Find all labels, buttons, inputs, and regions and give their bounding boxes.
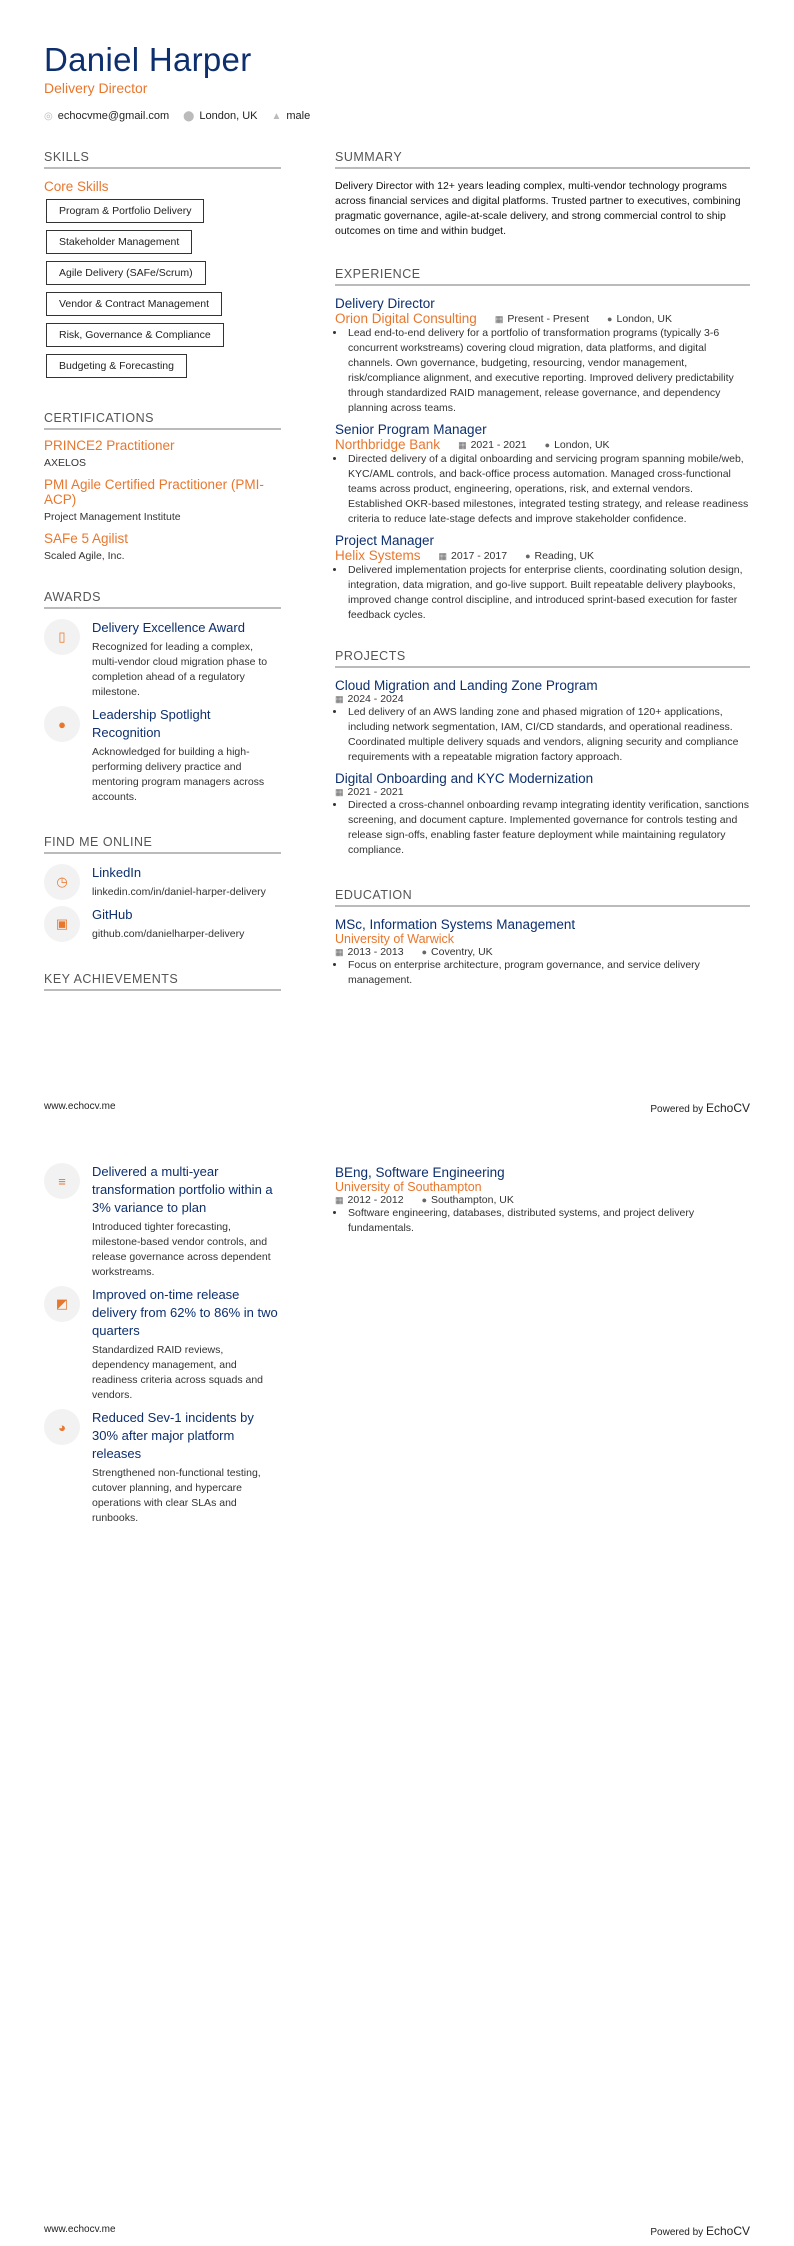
candidate-name: Daniel Harper bbox=[44, 41, 252, 78]
dates: 2021 - 2021 bbox=[470, 438, 527, 451]
mobile-icon: ▯ bbox=[44, 619, 80, 655]
calendar-icon: ▦ bbox=[335, 787, 344, 797]
dates: 2017 - 2017 bbox=[451, 549, 508, 562]
clock-icon: ◷ bbox=[44, 864, 80, 900]
award-description: Acknowledged for building a high-performing delivery practice and mentoring program managers across accounts. bbox=[92, 746, 265, 803]
dates: 2013 - 2013 bbox=[347, 946, 404, 958]
project-title: Cloud Migration and Landing Zone Program bbox=[335, 678, 598, 693]
job-location: London, UK bbox=[554, 438, 610, 451]
job-location: London, UK bbox=[616, 312, 672, 325]
achievement-title: Improved on-time release delivery from 62% to 86% in two quarters bbox=[92, 1287, 278, 1338]
page-2 bbox=[0, 1123, 794, 2246]
flag-slash-icon: ◩ bbox=[44, 1286, 80, 1322]
project-item bbox=[335, 771, 750, 858]
skills-group-title: Core Skills bbox=[44, 179, 109, 194]
award-title: Leadership Spotlight Recognition bbox=[92, 707, 211, 740]
footer-powered: Powered by bbox=[650, 1104, 704, 1115]
certification-issuer: AXELOS bbox=[44, 457, 87, 469]
education-bullet: • Software engineering, databases, distributed systems, and project delivery fundamentals. bbox=[346, 1206, 750, 1236]
online-url[interactable]: linkedin.com/in/daniel-harper-delivery bbox=[92, 886, 266, 898]
degree: MSc, Information Systems Management bbox=[335, 917, 576, 932]
job-role: Senior Program Manager bbox=[335, 422, 487, 437]
yen-coin-icon: ● bbox=[44, 706, 80, 742]
gender: male bbox=[286, 110, 311, 122]
experience-item bbox=[335, 422, 750, 527]
dates: Present - Present bbox=[507, 312, 590, 325]
location-pin-icon: ● bbox=[421, 1195, 428, 1205]
education-heading: EDUCATION bbox=[335, 888, 750, 907]
award-item bbox=[44, 619, 281, 700]
job-role: Delivery Director bbox=[335, 296, 435, 311]
certification-name: PMI Agile Certified Practitioner (PMI-ACP) bbox=[44, 477, 264, 507]
online-url[interactable]: github.com/danielharper-delivery bbox=[92, 928, 245, 940]
resume-header bbox=[44, 40, 310, 122]
award-item bbox=[44, 706, 281, 805]
location-pin-icon: ⬤ bbox=[183, 111, 195, 122]
summary-heading: SUMMARY bbox=[335, 150, 750, 169]
location-pin-icon: ● bbox=[525, 550, 531, 561]
location-pin-icon: ● bbox=[607, 313, 613, 324]
at-icon: ◎ bbox=[44, 111, 53, 122]
left-column bbox=[44, 150, 281, 999]
calendar-icon: ▦ bbox=[494, 313, 504, 324]
project-bullet: • Led delivery of an AWS landing zone and phased migration of 120+ applications, including network segmentation, IAM, CI/CD standards, and operational readiness. Coordinated multiple delivery squads and vendors, aligning security and compliance requirements with a repeatable migration factory approach. bbox=[346, 705, 750, 765]
dates: 2012 - 2012 bbox=[347, 1194, 404, 1206]
online-heading: FIND ME ONLINE bbox=[44, 835, 281, 854]
projects-heading: PROJECTS bbox=[335, 649, 750, 668]
company: Helix Systems bbox=[335, 548, 421, 563]
footer-site[interactable]: www.echocv.me bbox=[44, 2224, 116, 2235]
person-icon: ▲ bbox=[271, 111, 282, 122]
online-item-github bbox=[44, 906, 281, 942]
achievement-item bbox=[44, 1409, 281, 1526]
online-title: LinkedIn bbox=[92, 865, 142, 880]
skill-tag: Stakeholder Management bbox=[46, 230, 192, 254]
align-left-icon: ≡ bbox=[44, 1163, 80, 1199]
right-column bbox=[335, 1165, 750, 1242]
skill-tag: Budgeting & Forecasting bbox=[46, 354, 187, 378]
skill-list bbox=[44, 199, 281, 385]
dates: 2024 - 2024 bbox=[347, 693, 404, 705]
footer-powered: Powered by bbox=[650, 2227, 704, 2238]
email[interactable]: echocvme@gmail.com bbox=[57, 110, 170, 122]
online-title: GitHub bbox=[92, 907, 133, 922]
award-title: Delivery Excellence Award bbox=[92, 620, 245, 635]
footer-brand[interactable]: EchoCV bbox=[705, 2224, 750, 2238]
project-bullet: • Directed a cross-channel onboarding revamp integrating identity verification, sanctions screening, and document capture. Implemented governance for controls testing and release sign-offs, enabling faster feature deployment while maintaining regulatory compliance. bbox=[346, 798, 750, 858]
certification-issuer: Scaled Agile, Inc. bbox=[44, 550, 125, 562]
edu-location: Southampton, UK bbox=[431, 1194, 514, 1206]
achievements-heading: KEY ACHIEVEMENTS bbox=[44, 972, 281, 991]
project-title: Digital Onboarding and KYC Modernization bbox=[335, 771, 594, 786]
footer-brand[interactable]: EchoCV bbox=[705, 1101, 750, 1115]
dates: 2021 - 2021 bbox=[347, 786, 404, 798]
certification-item bbox=[44, 531, 281, 564]
achievement-item bbox=[44, 1163, 281, 1280]
certification-item bbox=[44, 477, 281, 525]
job-bullet: • Directed delivery of a digital onboarding and servicing program spanning mobile/web, KYC/AML controls, and back-office process automation. Managed cross-functional teams across product, engineering, operations, risk, and external vendors. Established OKR-based milestones, integrated testing strategy, and release readiness criteria to reduce late-stage defects and improve stakeholder confidence. bbox=[346, 452, 750, 527]
online-item-linkedin bbox=[44, 864, 281, 900]
code-icon: ▣ bbox=[44, 906, 80, 942]
school: University of Southampton bbox=[335, 1180, 482, 1194]
pie-chart-icon: ◕ bbox=[44, 1409, 80, 1445]
job-bullet: • Lead end-to-end delivery for a portfolio of transformation programs (typically 3-6 concurrent workstreams) covering cloud migration, data platforms, and digital channels. Own governance, budgeting, resourcing, vendor management, risk/compliance alignment, and executive reporting. Improved delivery predictability through standardized RAID management, release governance, and dependency planning across teams. bbox=[346, 326, 750, 416]
skill-tag: Program & Portfolio Delivery bbox=[46, 199, 204, 223]
calendar-icon: ▦ bbox=[335, 1195, 344, 1205]
summary-text: Delivery Director with 12+ years leading complex, multi-vendor technology programs across financial services and digital platforms. Trusted partner to executives, combining pragmatic governance, agile-at-scale delivery, and strong commercial control to ship outcomes on time and within budget. bbox=[335, 180, 741, 237]
certification-item bbox=[44, 438, 281, 471]
certifications-heading: CERTIFICATIONS bbox=[44, 411, 281, 430]
award-description: Recognized for leading a complex, multi-vendor cloud migration phase to completion ahead of a regulatory milestone. bbox=[92, 641, 268, 698]
page-footer bbox=[44, 1101, 750, 1115]
project-item bbox=[335, 678, 750, 765]
contact-row bbox=[44, 110, 310, 122]
right-column bbox=[335, 150, 750, 994]
calendar-icon: ▦ bbox=[438, 550, 448, 561]
location-pin-icon: ● bbox=[544, 439, 551, 450]
achievement-item bbox=[44, 1286, 281, 1403]
experience-item bbox=[335, 533, 750, 623]
skill-tag: Agile Delivery (SAFe/Scrum) bbox=[46, 261, 206, 285]
footer-site[interactable]: www.echocv.me bbox=[44, 1101, 116, 1112]
location: London, UK bbox=[199, 110, 258, 122]
certification-name: SAFe 5 Agilist bbox=[44, 531, 129, 546]
edu-location: Coventry, UK bbox=[431, 946, 493, 958]
education-bullet: • Focus on enterprise architecture, program governance, and service delivery management. bbox=[346, 958, 750, 988]
experience-heading: EXPERIENCE bbox=[335, 267, 750, 286]
job-location: Reading, UK bbox=[534, 549, 595, 562]
education-item bbox=[335, 917, 750, 988]
certification-issuer: Project Management Institute bbox=[44, 511, 181, 523]
skill-tag: Risk, Governance & Compliance bbox=[46, 323, 224, 347]
achievement-description: Standardized RAID reviews, dependency management, and readiness criteria across squads and vendors. bbox=[92, 1344, 264, 1401]
company: Orion Digital Consulting bbox=[335, 311, 477, 326]
achievement-title: Delivered a multi-year transformation portfolio within a 3% variance to plan bbox=[92, 1164, 273, 1215]
education-item bbox=[335, 1165, 750, 1236]
page-footer bbox=[44, 2224, 750, 2238]
skills-heading: SKILLS bbox=[44, 150, 281, 169]
achievement-description: Strengthened non-functional testing, cutover planning, and hypercare operations with clear SLAs and runbooks. bbox=[92, 1467, 261, 1524]
calendar-icon: ▦ bbox=[335, 947, 344, 957]
certification-name: PRINCE2 Practitioner bbox=[44, 438, 175, 453]
job-bullet: • Delivered implementation projects for enterprise clients, coordinating solution design, integration, data migration, and go-live support. Built repeatable delivery playbooks, improved change control discipline, and introduced sprint-based execution for faster feedback cycles. bbox=[346, 563, 750, 623]
candidate-title: Delivery Director bbox=[44, 80, 148, 96]
calendar-icon: ▦ bbox=[335, 694, 344, 704]
awards-heading: AWARDS bbox=[44, 590, 281, 609]
degree: BEng, Software Engineering bbox=[335, 1165, 505, 1180]
school: University of Warwick bbox=[335, 932, 454, 946]
location-pin-icon: ● bbox=[421, 947, 428, 957]
achievement-description: Introduced tighter forecasting, milestone-based vendor controls, and release governance across dependent workstreams. bbox=[92, 1221, 271, 1278]
left-column bbox=[44, 1163, 281, 1532]
job-role: Project Manager bbox=[335, 533, 435, 548]
company: Northbridge Bank bbox=[335, 437, 441, 452]
achievement-title: Reduced Sev-1 incidents by 30% after major platform releases bbox=[92, 1410, 254, 1461]
skill-tag: Vendor & Contract Management bbox=[46, 292, 222, 316]
calendar-icon: ▦ bbox=[458, 439, 467, 450]
experience-item bbox=[335, 296, 750, 416]
